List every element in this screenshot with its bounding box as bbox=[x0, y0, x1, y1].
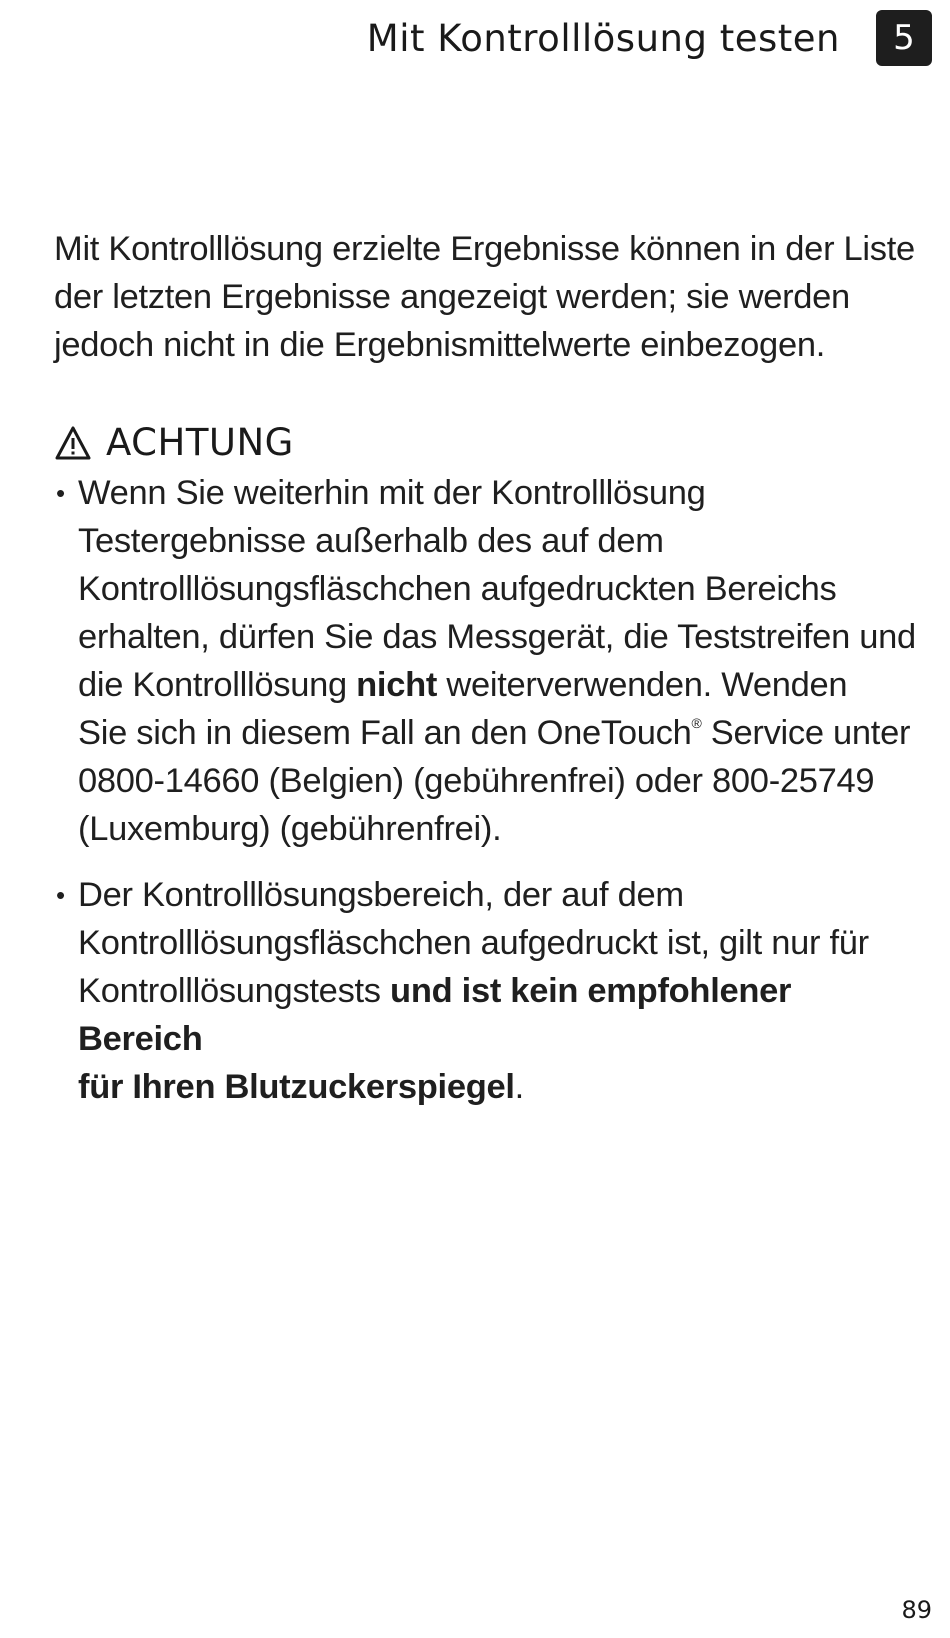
caution-list bbox=[54, 469, 924, 1111]
item2-line-2: Kontrolllösungsfläschchen aufgedruckt ist, gilt nur für bbox=[78, 924, 869, 962]
item2-line-4-bold: für Ihren Blutzuckerspiegel bbox=[78, 1068, 515, 1106]
intro-paragraph bbox=[54, 225, 924, 369]
item1-line-6a: Sie sich in diesem Fall an den OneTouch bbox=[78, 714, 692, 752]
intro-line-1: Mit Kontrolllösung erzielte Ergebnisse können in der Liste bbox=[54, 230, 915, 268]
item1-line-4: erhalten, dürfen Sie das Messgerät, die Teststreifen und bbox=[78, 618, 916, 656]
page-header bbox=[367, 10, 932, 66]
item1-line-5a: die Kontrolllösung bbox=[78, 666, 357, 704]
warning-triangle-icon bbox=[54, 425, 92, 461]
section-title: Mit Kontrolllösung testen bbox=[366, 16, 840, 60]
intro-line-2: der letzten Ergebnisse angezeigt werden; sie werden bbox=[54, 278, 850, 316]
item2-line-3a: Kontrolllösungstests bbox=[78, 972, 391, 1010]
item1-line-5-bold: nicht bbox=[356, 666, 438, 704]
item1-line-7: 0800-14660 (Belgien) (gebührenfrei) oder 800-25749 bbox=[78, 762, 875, 800]
item1-line-5c: weiterverwenden. Wenden bbox=[437, 666, 848, 704]
page-content bbox=[54, 225, 924, 1129]
item1-line-1: Wenn Sie weiterhin mit der Kontrolllösung bbox=[78, 474, 706, 512]
item1-line-2: Testergebnisse außerhalb des auf dem bbox=[78, 522, 664, 560]
caution-heading-text: ACHTUNG bbox=[106, 421, 294, 464]
item2-line-4b: . bbox=[514, 1068, 524, 1106]
item1-line-8: (Luxemburg) (gebührenfrei). bbox=[78, 810, 502, 848]
item2-line-3-bold: und ist kein empfohlener Bereich bbox=[78, 972, 792, 1058]
page-number: 89 bbox=[901, 1596, 932, 1624]
item1-line-6c: Service unter bbox=[701, 714, 911, 752]
registered-mark: ® bbox=[691, 715, 702, 731]
item2-line-1: Der Kontrolllösungsbereich, der auf dem bbox=[78, 876, 684, 914]
item1-line-3: Kontrolllösungsfläschchen aufgedruckten Bereichs bbox=[78, 570, 837, 608]
intro-line-3: jedoch nicht in die Ergebnismittelwerte einbezogen. bbox=[54, 326, 826, 364]
bullet-mark: • bbox=[56, 880, 65, 910]
caution-heading bbox=[54, 417, 924, 469]
bullet-mark: • bbox=[56, 478, 65, 508]
caution-item-2 bbox=[54, 871, 924, 1111]
chapter-number-badge: 5 bbox=[876, 10, 932, 66]
caution-item-1 bbox=[54, 469, 924, 853]
